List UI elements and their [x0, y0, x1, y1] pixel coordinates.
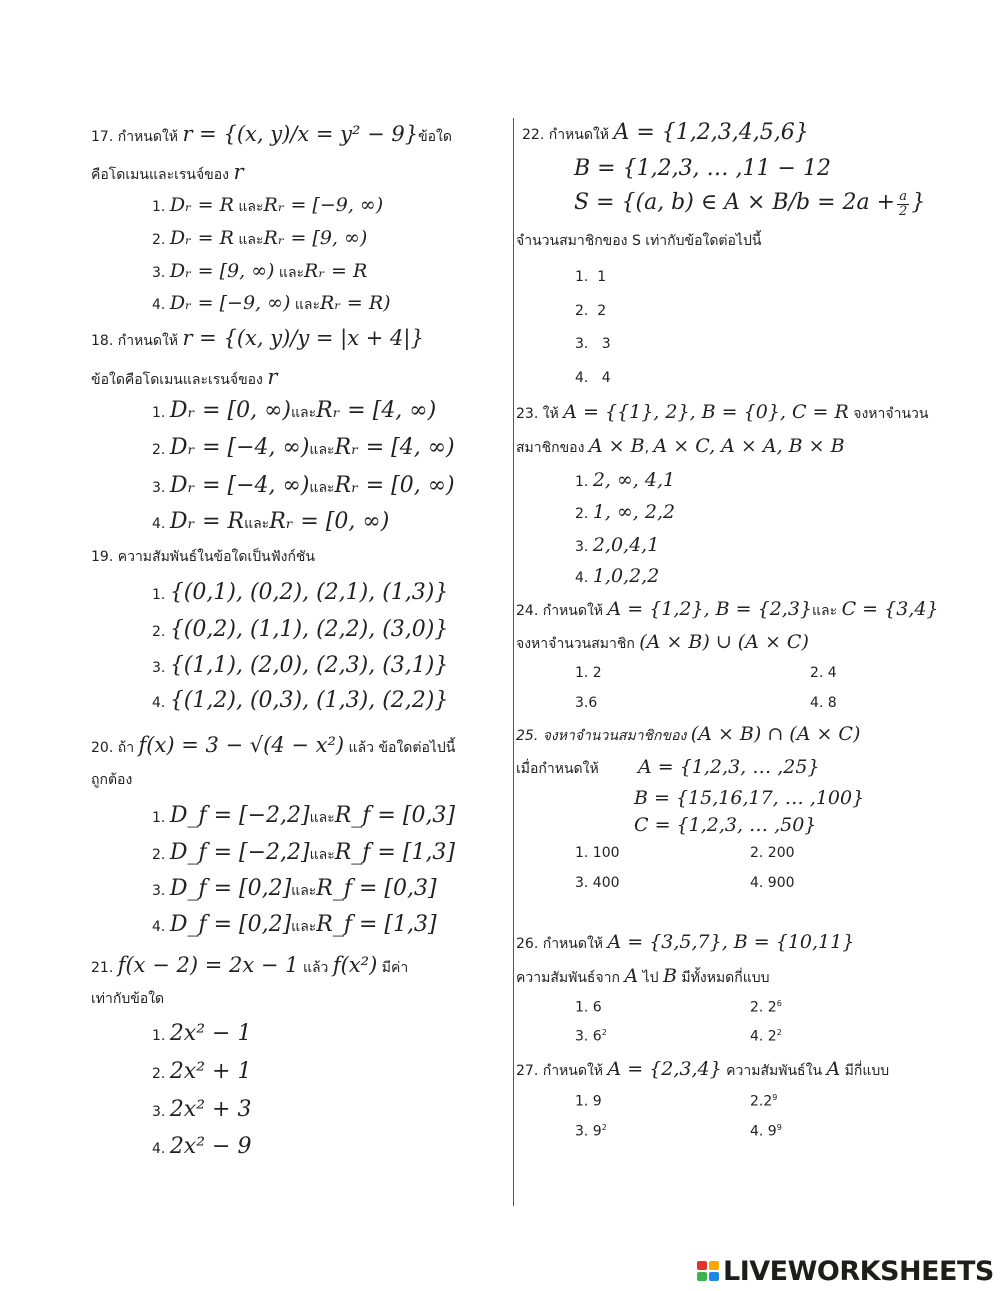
q23-option-2[interactable]	[575, 503, 675, 522]
option-label: 4. 2	[750, 1028, 777, 1045]
option-expr-b: R_f = [0,3]	[316, 876, 437, 901]
option-conj: และ	[290, 297, 320, 313]
q20-option-1[interactable]	[152, 805, 455, 827]
option-number: 4.	[152, 1141, 166, 1157]
q26-var-b: B	[663, 965, 677, 987]
option-label: 3. 6	[575, 1028, 602, 1045]
q23-line2-expr1: A × B	[588, 435, 645, 457]
q26-stem-line2	[516, 967, 770, 986]
q21-option-2[interactable]	[152, 1061, 251, 1083]
option-conj: และ	[309, 810, 335, 826]
q17-option-3[interactable]	[152, 262, 367, 281]
option-expr: 1,0,2,2	[592, 565, 660, 587]
q24-stem	[516, 600, 939, 619]
q22-set-a: A = {1,2,3,4,5,6}	[613, 120, 809, 145]
q27-option-3[interactable]	[575, 1124, 607, 1139]
q23-stem-line2	[516, 437, 845, 456]
q23-option-4[interactable]	[575, 567, 659, 586]
option-expr-a: Dᵣ = [−4, ∞)	[169, 435, 310, 460]
option-exponent: 2	[601, 1123, 607, 1132]
option-label: 2. 2	[750, 999, 777, 1016]
option-value: 2	[597, 303, 607, 319]
q18-stem-line2	[91, 367, 277, 388]
q17-expr: r = {(x, y)/x = y² − 9}	[182, 122, 419, 146]
q20-stem-line2: ถูกต้อง	[91, 772, 133, 788]
logo-square-blue	[709, 1272, 719, 1281]
q22-set-b-line	[574, 158, 831, 180]
q18-option-1[interactable]	[152, 400, 436, 422]
q22-option-4[interactable]	[575, 371, 611, 385]
option-expr-a: Dᵣ = [−9, ∞)	[169, 292, 291, 314]
q17-line2-text: คือโดเมนและเรนจ์ของ	[91, 167, 229, 183]
option-expr-b: R_f = [0,3]	[334, 803, 456, 828]
option-number: 1.	[152, 810, 166, 826]
option-number: 1.	[152, 587, 166, 603]
q25-set-a: A = {1,2,3, … ,25}	[638, 756, 820, 778]
option-expr: {(1,1), (2,0), (2,3), (3,1)}	[169, 653, 449, 678]
option-expr: {(1,2), (0,3), (1,3), (2,2)}	[169, 688, 449, 713]
option-number: 4.	[152, 297, 166, 313]
q26-expr: A = {3,5,7}, B = {10,11}	[607, 931, 855, 953]
option-expr-a: D_f = [−2,2]	[169, 803, 310, 828]
q24-line2-expr: (A × B) ∪ (A × C)	[639, 631, 809, 653]
q24-stem-line2	[516, 633, 809, 652]
option-expr-b: Rᵣ = [9, ∞)	[263, 227, 368, 249]
option-expr-a: Dᵣ = R	[169, 227, 234, 249]
q25-set-c-line	[634, 816, 816, 835]
fraction-numerator: a	[897, 190, 909, 205]
option-expr-b: Rᵣ = R	[304, 260, 368, 282]
q26-line2-b: ไป	[638, 970, 663, 986]
option-number: 1.	[152, 405, 166, 421]
option-conj: และ	[291, 883, 317, 899]
q24-expr2: C = {3,4}	[841, 598, 939, 620]
option-expr-b: Rᵣ = R)	[319, 292, 391, 314]
option-expr-a: D_f = [0,2]	[169, 876, 292, 901]
q18-option-3[interactable]	[152, 475, 455, 497]
option-expr-a: Dᵣ = [0, ∞)	[169, 398, 291, 423]
q17-stem	[91, 124, 452, 145]
option-expr: 2x² − 1	[169, 1021, 252, 1046]
q27-expr: A = {2,3,4}	[607, 1058, 722, 1080]
q25-option-4[interactable]: 4. 900	[750, 875, 795, 891]
option-number: 3.	[575, 336, 589, 352]
option-expr: {(0,1), (0,2), (2,1), (1,3)}	[169, 580, 449, 605]
q20-option-4[interactable]	[152, 914, 437, 936]
q22-set-s: S = {(a, b) ∈ A × B/b = 2a +	[574, 189, 896, 215]
option-expr-b: Rᵣ = [4, ∞)	[316, 398, 437, 423]
q22-fraction	[897, 190, 909, 220]
q26-option-1[interactable]	[575, 1000, 602, 1015]
option-exponent: 2	[601, 1028, 607, 1037]
q26-line2-c: มีทั้งหมดกี่แบบ	[676, 970, 770, 986]
q24-expr1: A = {1,2}, B = {2,3}	[607, 598, 813, 620]
q23-line2-expr2: A × C, A × A, B × B	[653, 435, 845, 457]
q23-expr: A = {{1}, 2}, B = {0}, C = R	[563, 401, 849, 423]
q17-stem-line2	[91, 162, 243, 183]
q27-option-1[interactable]	[575, 1094, 602, 1109]
q20-expr: f(x) = 3 − √(4 − x²)	[138, 733, 345, 757]
q18-line2-text: ข้อใดคือโดเมนและเรนจ์ของ	[91, 372, 263, 388]
q21-option-3[interactable]	[152, 1099, 251, 1121]
option-expr-a: D_f = [−2,2]	[169, 840, 310, 865]
option-conj: และ	[244, 516, 270, 532]
option-number: 3.	[575, 539, 589, 555]
q24-line2-text: จงหาจำนวนสมาชิก	[516, 636, 635, 652]
option-expr-b: Rᵣ = [−9, ∞)	[263, 194, 384, 216]
q26-stem	[516, 933, 854, 952]
q19-option-1[interactable]	[152, 582, 448, 604]
q22-option-3[interactable]	[575, 337, 611, 351]
q18-expr: r = {(x, y)/y = |x + 4|}	[182, 326, 424, 350]
option-conj: และ	[309, 480, 335, 496]
option-number: 1.	[575, 474, 589, 490]
q21-stem-line2: เท่ากับข้อใด	[91, 991, 165, 1007]
option-expr: 1, ∞, 2,2	[592, 501, 676, 523]
option-exponent: 9	[772, 1093, 778, 1102]
q27-stem	[516, 1060, 889, 1079]
option-value: 3	[597, 336, 611, 352]
q19-option-2[interactable]	[152, 619, 448, 641]
q19-option-3[interactable]	[152, 655, 448, 677]
option-conj: และ	[291, 919, 317, 935]
q25-option-2[interactable]: 2. 200	[750, 845, 795, 861]
q22-option-2[interactable]	[575, 304, 606, 318]
option-expr-a: Dᵣ = R	[169, 194, 234, 216]
option-number: 4.	[575, 570, 589, 586]
q24-option-4[interactable]: 4. 8	[810, 695, 837, 711]
q25-prefix: 25. จงหาจำนวนสมาชิกของ	[516, 728, 687, 744]
fraction-denominator: 2	[899, 204, 908, 220]
option-number: 2.	[152, 1066, 166, 1082]
option-number: 2.	[152, 442, 166, 458]
option-number: 4.	[152, 516, 166, 532]
q21-expr2: f(x²)	[332, 953, 378, 977]
q27-suffix: มีกี่แบบ	[840, 1063, 890, 1079]
q23-line2-sep: ,	[644, 440, 650, 456]
q22-set-b: B = {1,2,3, … ,11 − 12	[574, 156, 831, 181]
option-number: 3.	[152, 660, 166, 676]
q24-prefix: 24. กำหนดให้	[516, 603, 604, 619]
q18-option-2[interactable]	[152, 437, 455, 459]
option-label: 4. 9	[750, 1123, 777, 1140]
q20-suffix: แล้ว ข้อใดต่อไปนี้	[344, 740, 456, 756]
option-number: 1.	[575, 269, 589, 285]
q23-option-3[interactable]	[575, 536, 659, 555]
q22-stem	[522, 122, 809, 144]
q22-set-s-line	[574, 190, 925, 220]
option-label: 1. 6	[575, 999, 602, 1016]
q21-stem	[91, 955, 408, 976]
q17-option-2[interactable]	[152, 229, 367, 248]
q25-set-a-line	[638, 758, 820, 777]
q26-prefix: 26. กำหนดให้	[516, 936, 604, 952]
q26-line2-a: ความสัมพันธ์จาก	[516, 970, 620, 986]
q20-stem	[91, 735, 455, 756]
q21-option-4[interactable]	[152, 1136, 251, 1158]
column-divider	[513, 118, 514, 1206]
q22-option-1[interactable]	[575, 270, 606, 284]
option-conj: และ	[309, 847, 335, 863]
logo-square-yellow	[709, 1261, 719, 1270]
option-expr: 2x² + 3	[169, 1097, 252, 1122]
option-label: 3. 9	[575, 1123, 602, 1140]
q23-line2-text: สมาชิกของ	[516, 440, 585, 456]
q24-option-3[interactable]: 3.6	[575, 695, 598, 711]
option-exponent: 6	[776, 999, 782, 1008]
q17-line2-var: r	[233, 160, 244, 184]
logo-mark-icon	[697, 1261, 719, 1281]
q19-stem: 19. ความสัมพันธ์ในข้อใดเป็นฟังก์ชัน	[91, 549, 315, 565]
option-number: 3.	[152, 1104, 166, 1120]
q22-prefix: 22. กำหนดให้	[522, 127, 610, 143]
option-expr-a: Dᵣ = R	[169, 509, 245, 534]
q23-prefix: 23. ให้	[516, 406, 559, 422]
q20-option-2[interactable]	[152, 842, 455, 864]
option-expr: 2, ∞, 4,1	[592, 469, 676, 491]
q25-given: เมื่อกำหนดให้	[516, 761, 599, 777]
q25-set-b-line	[634, 789, 864, 808]
option-conj: และ	[290, 405, 317, 421]
option-expr-a: Dᵣ = [9, ∞)	[169, 260, 275, 282]
q25-set-b: B = {15,16,17, … ,100}	[634, 787, 865, 809]
option-label: 2.2	[750, 1093, 773, 1110]
q21-prefix: 21.	[91, 960, 114, 976]
option-expr: 2,0,4,1	[592, 534, 660, 556]
q24-option-1[interactable]: 1. 2	[575, 665, 602, 681]
option-value: 1	[597, 269, 607, 285]
q20-option-3[interactable]	[152, 878, 437, 900]
option-conj: และ	[233, 199, 264, 215]
option-number: 1.	[152, 199, 166, 215]
q26-var-a: A	[624, 965, 639, 987]
q18-prefix: 18. กำหนดให้	[91, 333, 179, 349]
q25-option-3[interactable]: 3. 400	[575, 875, 620, 891]
option-expr: 2x² + 1	[169, 1059, 252, 1084]
option-expr: 2x² − 9	[169, 1134, 252, 1159]
q27-mid: ความสัมพันธ์ใน	[721, 1063, 827, 1079]
option-number: 1.	[152, 1028, 166, 1044]
q17-option-1[interactable]	[152, 196, 383, 215]
q17-suffix: ข้อใด	[418, 129, 452, 145]
option-number: 2.	[575, 506, 589, 522]
option-conj: และ	[274, 265, 305, 281]
q25-option-1[interactable]: 1. 100	[575, 845, 620, 861]
q18-option-4[interactable]	[152, 511, 389, 533]
option-expr-a: Dᵣ = [−4, ∞)	[169, 473, 310, 498]
logo-text: LIVEWORKSHEETS	[723, 1255, 994, 1287]
q22-set-s-end: }	[911, 189, 926, 215]
option-label: 1. 9	[575, 1093, 602, 1110]
option-number: 3.	[152, 480, 166, 496]
q24-conj: และ	[812, 603, 838, 619]
option-exponent: 9	[776, 1123, 782, 1132]
q21-option-1[interactable]	[152, 1023, 251, 1045]
q25-expr: (A × B) ∩ (A × C)	[690, 723, 861, 745]
q22-question: จำนวนสมาชิกของ S เท่ากับข้อใดต่อไปนี้	[516, 233, 762, 249]
q21-suffix: มีค่า	[377, 960, 409, 976]
option-number: 4.	[575, 370, 589, 386]
option-expr-b: R_f = [1,3]	[316, 912, 437, 937]
option-number: 2.	[152, 624, 166, 640]
logo-square-green	[697, 1272, 707, 1281]
option-number: 4.	[152, 919, 166, 935]
q27-option-2[interactable]	[750, 1094, 777, 1109]
option-number: 3.	[152, 265, 166, 281]
option-value: 4	[597, 370, 611, 386]
q23-option-1[interactable]	[575, 471, 675, 490]
q27-prefix: 27. กำหนดให้	[516, 1063, 604, 1079]
option-expr-b: Rᵣ = [0, ∞)	[334, 473, 455, 498]
q26-option-2[interactable]	[750, 1000, 782, 1015]
q27-option-4[interactable]	[750, 1124, 782, 1139]
q21-mid: แล้ว	[298, 960, 333, 976]
option-exponent: 2	[776, 1028, 782, 1037]
option-number: 3.	[152, 883, 166, 899]
q18-line2-var: r	[267, 365, 278, 389]
option-expr-b: Rᵣ = [4, ∞)	[334, 435, 455, 460]
q24-option-2[interactable]: 2. 4	[810, 665, 837, 681]
option-number: 2.	[152, 847, 166, 863]
q17-option-4[interactable]	[152, 294, 391, 313]
option-number: 2.	[152, 232, 166, 248]
option-expr-a: D_f = [0,2]	[169, 912, 292, 937]
option-conj: และ	[309, 442, 335, 458]
option-conj: และ	[233, 232, 264, 248]
q21-expr1: f(x − 2) = 2x − 1	[117, 953, 299, 977]
option-expr-b: R_f = [1,3]	[334, 840, 456, 865]
q23-suffix: จงหาจำนวน	[848, 406, 929, 422]
q17-prefix: 17. กำหนดให้	[91, 129, 179, 145]
option-expr: {(0,2), (1,1), (2,2), (3,0)}	[169, 617, 449, 642]
q27-var: A	[826, 1058, 841, 1080]
q23-stem	[516, 403, 928, 422]
logo-square-red	[697, 1261, 707, 1270]
option-number: 2.	[575, 303, 589, 319]
option-expr-b: Rᵣ = [0, ∞)	[269, 509, 390, 534]
q26-option-4[interactable]	[750, 1029, 782, 1044]
option-number: 4.	[152, 695, 166, 711]
q19-option-4[interactable]	[152, 690, 448, 712]
q18-stem	[91, 328, 424, 349]
q26-option-3[interactable]	[575, 1029, 607, 1044]
q20-prefix: 20. ถ้า	[91, 740, 135, 756]
liveworksheets-logo	[697, 1256, 994, 1286]
q25-stem	[516, 725, 860, 744]
q25-set-c: C = {1,2,3, … ,50}	[634, 814, 817, 836]
